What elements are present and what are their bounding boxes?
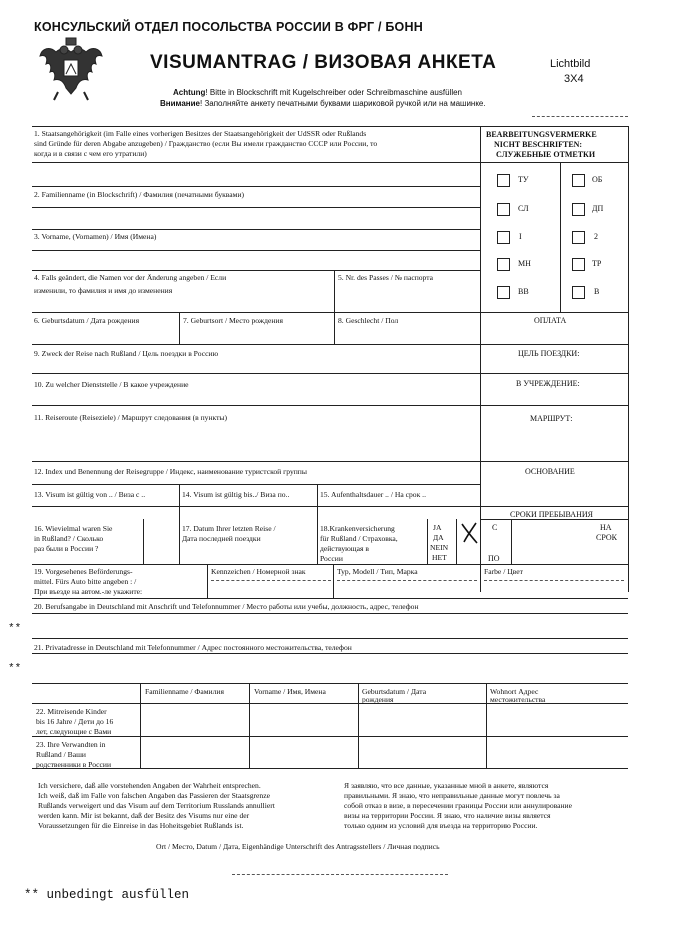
field-10-input[interactable] [33, 390, 479, 404]
handwritten-cross-mark-icon [458, 521, 482, 545]
code-mn: МН [518, 259, 531, 268]
field-14-label: 14. Visum ist gültig bis../ Виза по.. [182, 490, 290, 499]
color-label: Farbe / Цвет [484, 567, 523, 576]
field-12-label: 12. Index und Benennung der Reisegruppe / Индекс, наименование туристской группы [34, 467, 307, 476]
field-16-label-l1: 16. Wievielmal waren Sie [34, 524, 113, 533]
field-4-label-l2: изменили, то фамилия и имя до изменения [34, 286, 173, 295]
office-institution: В УЧРЕЖДЕНИЕ: [516, 379, 580, 388]
field-11-input[interactable] [33, 424, 479, 460]
field-16-label-l2: in Rußland? / Сколько [34, 534, 104, 543]
field-17-label-l1: 17. Datum Ihrer letzten Reise / [182, 524, 276, 533]
code-2: 2 [594, 232, 598, 241]
declaration-ru-l1: Я заявляю, что все данные, указанные мной в анкете, являются [344, 781, 549, 790]
code-vv: ВВ [518, 287, 529, 296]
field-4-input[interactable] [33, 296, 333, 311]
declaration-de-l1: Ich versichere, daß alle vorstehenden Angaben der Wahrheit entsprechen. [38, 781, 261, 790]
coat-of-arms-icon [36, 34, 106, 106]
field-18-label-l3: действующая в [320, 544, 369, 553]
field-5-label: 5. Nr. des Passes / № паспорта [338, 273, 434, 282]
notice-ru-bold: Внимание [160, 99, 200, 108]
field-13-label: 13. Visum ist gültig von .. / Виза с .. [34, 490, 146, 499]
field-6-input[interactable] [33, 326, 178, 343]
office-payment: ОПЛАТА [534, 316, 567, 325]
model-label: Typ, Modell / Тип, Марка [337, 567, 418, 576]
code-sl: СЛ [518, 204, 529, 213]
consulate-name: КОНСУЛЬСКИЙ ОТДЕЛ ПОСОЛЬСТВА РОССИИ В ФРГ / БОНН [34, 20, 423, 34]
field-3-label: 3. Vorname, (Vornamen) / Имя (Имена) [34, 232, 157, 241]
declaration-ru-l5: только одним из условий для въезда на территорию России. [344, 821, 538, 830]
option-net[interactable]: НЕТ [432, 553, 447, 562]
photo-dash-line [532, 116, 628, 117]
field-1-label-l3: когда и в связи с чем его утратили) [34, 149, 147, 158]
field-7-label: 7. Geburtsort / Место рождения [183, 316, 283, 325]
code-tu: ТУ [518, 175, 529, 184]
field-1-input[interactable] [33, 163, 479, 185]
field-10-label: 10. Zu welcher Dienststelle / В какое учреждение [34, 380, 189, 389]
code-tr: ТР [592, 259, 602, 268]
field-19-label-l1: 19. Vorgesehenes Beförderungs- [34, 567, 133, 576]
field-15-label: 15. Aufenthaltsdauer .. / На срок .. [320, 490, 426, 499]
option-ja[interactable]: JA [433, 523, 442, 532]
row-23-label-l3: родственники в России [36, 760, 112, 769]
row-22-label-l2: bis 16 Jahre / Дети до 16 [36, 717, 114, 726]
notice-de [173, 88, 462, 97]
checkbox-v[interactable] [572, 286, 585, 299]
row-23-label-l1: 23. Ihre Verwandten in [36, 740, 106, 749]
form-title: VISUMANTRAG / ВИЗОВАЯ АНКЕТА [150, 52, 497, 73]
checkbox-2[interactable] [572, 231, 585, 244]
field-6-label: 6. Geburtsdatum / Дата рождения [34, 316, 140, 325]
office-for-l1: НА [600, 523, 612, 532]
field-17-label-l2: Дата последней поездки [182, 534, 261, 543]
table-header-firstname: Vorname / Имя, Имена [254, 687, 326, 696]
field-9-label: 9. Zweck der Reise nach Rußland / Цель поездки в Россию [34, 349, 219, 358]
field-9-input[interactable] [33, 359, 479, 372]
field-18-label-l1: 18.Krankenversicherung [320, 524, 395, 533]
footer-note: ** unbedingt ausfüllen [24, 888, 190, 902]
declaration-ru-l4: визы на территории России. Я знаю, что наличие визы является [344, 811, 551, 820]
checkbox-dp[interactable] [572, 203, 585, 216]
table-header-birthdate-l1: Geburtsdatum / Дата [362, 687, 427, 696]
row-23-label-l2: Rußland / Ваши [36, 750, 86, 759]
checkbox-tu[interactable] [497, 174, 510, 187]
declaration-de-l4: werden kann. Mir ist bekannt, daß der Besitz des Visums nur eine der [38, 811, 250, 820]
field-2-label: 2. Familienname (in Blockschrift) / Фамилия (печатными буквами) [34, 190, 245, 199]
office-to: ПО [488, 554, 500, 563]
table-header-address-l1: Wohnort Адрес [490, 687, 539, 696]
photo-size: 3X4 [564, 73, 584, 85]
notice-de-text: ! Bitte in Blockschrift mit Kugelschreiber oder Schreibmaschine ausfüllen [205, 88, 462, 97]
field-3-input[interactable] [33, 251, 479, 269]
field-8-label: 8. Geschlecht / Пол [338, 316, 399, 325]
field-1-label-l2: sind Gründe für deren Abgabe anzugeben) / Гражданство (если Вы имели гражданство СССР или России, то [34, 139, 378, 148]
checkbox-mn[interactable] [497, 258, 510, 271]
mandatory-mark-20: ** [8, 623, 22, 635]
signature-label: Ort / Место, Datum / Дата, Eigenhändige Unterschrift des Antragsstellers / Личная подпись [156, 842, 440, 851]
field-4-label-l1: 4. Falls geändert, die Namen vor der Änderung angeben / Если [34, 273, 227, 282]
signature-line[interactable] [232, 874, 448, 875]
office-route: МАРШРУТ: [530, 414, 573, 423]
declaration-de-l5: Voraussetzungen für die Einreise in das Hoheitsgebiet Rußlands ist. [38, 821, 244, 830]
office-title-l1: BEARBEITUNGSVERMERKE [486, 130, 597, 139]
notice-ru [160, 99, 486, 108]
office-for-l2: СРОК [596, 533, 617, 542]
field-21-label: 21. Privatadresse in Deutschland mit Telefonnummer / Адрес постоянного местожительства, телефон [34, 643, 352, 652]
field-8-input[interactable] [335, 326, 479, 343]
field-19-label-l2: mittel. Fürs Auto bitte angeben : / [34, 577, 137, 586]
code-dp: ДП [592, 204, 604, 213]
field-19-label-l3: При въезде на автом.-ле укажите: [34, 587, 143, 596]
field-11-label: 11. Reiseroute (Reiseziele) / Маршрут следования (в пункты) [34, 413, 228, 422]
field-18-label-l2: für Rußland / Страховка, [320, 534, 398, 543]
photo-label: Lichtbild [550, 58, 591, 70]
code-1: I [519, 232, 522, 241]
office-stay-terms: СРОКИ ПРЕБЫВАНИЯ [510, 510, 593, 519]
field-1-label-l1: 1. Staatsangehörigkeit (im Falle eines vorherigen Besitzes der Staatsangehörigkeit der UdSSR oder Rußlands [34, 129, 367, 138]
office-title-l2: NICHT BESCHRIFTEN: [494, 140, 583, 149]
field-18-label-l4: России [320, 554, 343, 563]
table-header-birthdate-l2: рождения [362, 695, 394, 704]
declaration-de-l2: Ich weiß, daß im Falle von falschen Angaben das Passieren der Staatsgrenze [38, 791, 270, 800]
plate-label: Kennzeichen / Номерной знак [211, 567, 306, 576]
office-from: С [492, 523, 498, 532]
notice-ru-text: ! Заполняйте анкету печатными буквами шариковой ручкой или на машинке. [200, 99, 486, 108]
field-2-input[interactable] [33, 208, 479, 228]
notice-de-bold: Achtung [173, 88, 206, 97]
field-7-input[interactable] [180, 326, 333, 343]
field-5-input[interactable] [335, 284, 479, 311]
checkbox-ob[interactable] [572, 174, 585, 187]
field-20-label: 20. Berufsangabe in Deutschland mit Anschrift und Telefonnummer / Место работы или учебы, должность, адрес, телефон [34, 602, 419, 611]
checkbox-vv[interactable] [497, 286, 510, 299]
field-16-label-l3: раз были в России ? [34, 544, 99, 553]
table-header-surname: Familienname / Фамилия [145, 687, 224, 696]
option-da[interactable]: ДА [433, 533, 444, 542]
mandatory-mark-21: ** [8, 663, 22, 675]
declaration-ru-l2: правильными. Я знаю, что неправильные данные могут повлечь за [344, 791, 560, 800]
checkbox-sl[interactable] [497, 203, 510, 216]
row-22-label-l3: лет, следующие с Вами [36, 727, 112, 736]
office-purpose: ЦЕЛЬ ПОЕЗДКИ: [518, 349, 580, 358]
row-22-label-l1: 22. Mitreisende Kinder [36, 707, 107, 716]
checkbox-1[interactable] [497, 231, 510, 244]
option-nein[interactable]: NEIN [430, 543, 449, 552]
office-basis: ОСНОВАНИЕ [525, 467, 575, 476]
declaration-ru-l3: собой отказ в визе, в пересечении границы России или аннулирование [344, 801, 572, 810]
code-ob: ОБ [592, 175, 603, 184]
code-v: В [594, 287, 600, 296]
table-header-address-l2: местожительства [490, 695, 546, 704]
declaration-de-l3: Rußlands verweigert und das Visum auf dem Territorium Russlands annulliert [38, 801, 275, 810]
checkbox-tr[interactable] [572, 258, 585, 271]
office-title-l3: СЛУЖЕБНЫЕ ОТМЕТКИ [496, 150, 596, 159]
